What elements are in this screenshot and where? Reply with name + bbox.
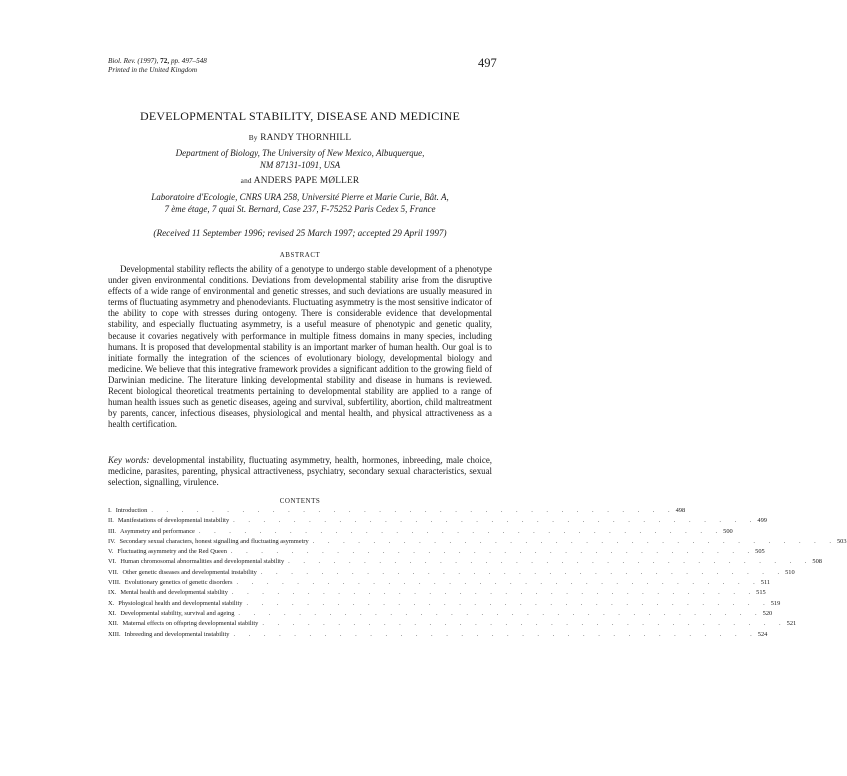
toc-entry[interactable] <box>108 609 773 620</box>
toc-entry-title: Fluctuating asymmetry and the Red Queen <box>117 548 227 556</box>
toc-entry-number: IV. <box>108 537 116 545</box>
affiliation-2 <box>108 192 492 215</box>
toc-entry-title: Manifestations of developmental instability <box>117 517 230 525</box>
toc-leader-dots: . . . . . . . . . . . . . . . . . . . . . . . . . . . . . . . . . . . <box>260 568 786 576</box>
toc-entry-number: X. <box>108 599 115 607</box>
toc-entry-title: Evolutionary genetics of genetic disorders <box>124 579 233 587</box>
keywords-text: developmental instability, fluctuating asymmetry, health, hormones, inbreeding, male choice, medicine, parasites, parenting, physical attractiveness, psychiatry, secondary sexual characteristics, sexual selection, signalling, virulence. <box>108 455 492 488</box>
toc-entry-number: III. <box>108 527 116 535</box>
toc-entry-number: V. <box>108 548 114 556</box>
affiliation-2-line-2: 7 ème étage, 7 quai St. Bernard, Case 237, F-75252 Paris Cedex 5, France <box>164 203 436 214</box>
journal-pages: pp. 497–548 <box>170 57 207 65</box>
toc-entry-number: IX. <box>108 589 117 597</box>
toc-entry-page: 524 <box>757 630 768 638</box>
toc-entry-title: Developmental stability, survival and ageing <box>120 609 235 617</box>
toc-entry-title: Physiological health and developmental stability <box>118 599 243 607</box>
toc-entry[interactable] <box>108 527 733 538</box>
toc-entry-number: VII. <box>108 568 119 576</box>
journal-volume: 72, <box>160 57 170 65</box>
toc-entry-title: Inbreeding and developmental instability <box>124 630 230 638</box>
toc-entry[interactable] <box>108 599 781 610</box>
affiliation-2-line-1: Laboratoire d'Ecologie, CNRS URA 258, Université Pierre et Marie Curie, Bât. A, <box>151 192 449 202</box>
toc-leader-dots: . . . . . . . . . . . . . . . . . . . . . . . . . . . . . . . . . . . <box>262 620 787 628</box>
toc-leader-dots: . . . . . . . . . . . . . . . . . . . . . . . . . . . . . . . . . . . <box>288 558 813 566</box>
toc-entry-number: VIII. <box>108 579 121 587</box>
toc-entry-page: 499 <box>757 517 767 525</box>
citation-line <box>108 57 207 66</box>
toc-entry-number: XI. <box>108 609 117 617</box>
abstract-text: Developmental stability reflects the ability of a genotype to undergo stable development of a phenotype under given environmental conditions. Deviations from developmental stability arise from the disruptive effects of a wide range of environmental and genetic stresses, and such deviations are usually measured in terms of fluctuating asymmetry and phenodeviants. Fluctuating asymmetry is the most sensitive indicator of the ability to cope with stresses during ontogeny. There is considerable evidence that developmental stability, and especially fluctuating asymmetry, is a useful measure of phenotypic and genetic quality, because it covaries negatively with performance in multiple fitness domains in many species, including humans. It is proposed that developmental stability is an important marker of human health. Our goal is to initiate formally the integration of the sciences of evolutionary biology, developmental biology and medicine. We believe that this integrative framework provides a significant addition to the growing field of Darwinian medicine. The literature linking developmental stability and disease in humans is reviewed. Recent biological theoretical treatments pertaining to developmental stability are applied to a range of human health issues such as genetic diseases, ageing and survival, subfertility, abortion, child maltreatment by parents, cancer, infectious diseases, physiological and mental health, and physical attractiveness as a health certification. <box>108 264 493 430</box>
journal-citation <box>108 57 207 75</box>
toc-entry-page: 520 <box>762 609 773 617</box>
toc-entry-page: 510 <box>785 568 795 576</box>
toc-entry[interactable] <box>108 548 765 558</box>
toc-leader-dots: . . . . . . . . . . . . . . . . . . . . . . . . . . . . . . . . . . . <box>230 548 756 556</box>
toc-leader-dots: . . . . . . . . . . . . . . . . . . . . . . . . . . . . . . . . . . . <box>198 527 724 535</box>
toc-entry-page: 515 <box>756 589 766 597</box>
toc-entry-page: 498 <box>675 507 686 514</box>
toc-entry[interactable] <box>108 579 771 589</box>
toc-entry-page: 519 <box>770 599 781 607</box>
toc-leader-dots: . . . . . . . . . . . . . . . . . . . . . . . . . . . . . . . . . . . <box>233 630 758 638</box>
received-dates: (Received 11 September 1996; revised 25 March 1997; accepted 29 April 1997) <box>153 228 447 238</box>
toc-leader-dots: . . . . . . . . . . . . . . . . . . . . . . . . . . . . . . . . . . . <box>231 589 757 597</box>
page-number: 497 <box>478 56 497 70</box>
toc-entry-number: II. <box>108 517 114 525</box>
toc-entry-page: 511 <box>760 579 771 587</box>
toc-entry-page: 508 <box>812 558 822 566</box>
toc-entry-number: XII. <box>108 620 119 628</box>
toc-entry-title: Mental health and developmental stability <box>120 589 228 597</box>
author-1 <box>108 133 492 143</box>
toc-entry-page: 521 <box>786 620 797 628</box>
toc-entry[interactable] <box>108 537 847 548</box>
toc-leader-dots: . . . . . . . . . . . . . . . . . . . . . . . . . . . . . . . . . . . <box>238 609 763 617</box>
journal-year: (1997), <box>137 57 159 65</box>
toc-entry[interactable] <box>108 630 768 641</box>
author-1-prefix: By <box>248 133 258 142</box>
toc-entry[interactable] <box>108 620 797 630</box>
author-2 <box>108 176 492 186</box>
abstract-heading: ABSTRACT <box>279 251 321 259</box>
printed-in: Printed in the United Kingdom <box>108 66 198 74</box>
toc-entry[interactable] <box>108 568 795 579</box>
keywords <box>108 455 492 488</box>
toc-entry-title: Maternal effects on offspring developmental stability <box>122 620 259 628</box>
author-2-prefix: and <box>240 176 252 185</box>
journal-name: Biol. Rev. <box>108 57 136 65</box>
affiliation-1-line-1: Department of Biology, The University of New Mexico, Albuquerque, <box>175 148 425 158</box>
toc-entry-number: I. <box>108 507 112 514</box>
contents-heading: CONTENTS <box>279 497 321 505</box>
toc-leader-dots: . . . . . . . . . . . . . . . . . . . . . . . . . . . . . . . . . . . <box>151 507 676 514</box>
keywords-label: Key words: <box>108 455 150 465</box>
toc-entry-title: Asymmetry and performance <box>119 527 195 535</box>
toc-leader-dots: . . . . . . . . . . . . . . . . . . . . . . . . . . . . . . . . . . . <box>312 537 837 545</box>
article-title: DEVELOPMENTAL STABILITY, DISEASE AND MEDICINE <box>139 109 461 123</box>
toc-entry-page: 505 <box>755 548 765 556</box>
toc-entry[interactable] <box>108 589 766 599</box>
toc-entry-title: Introduction <box>115 507 148 514</box>
author-1-name: RANDY THORNHILL <box>260 133 352 143</box>
toc-leader-dots: . . . . . . . . . . . . . . . . . . . . . . . . . . . . . . . . . . . <box>236 579 761 587</box>
toc-entry-title: Other genetic diseases and developmental instability <box>122 568 257 576</box>
affiliation-1 <box>108 148 492 171</box>
toc-entry-page: 500 <box>723 527 733 535</box>
author-2-name: ANDERS PAPE MØLLER <box>253 176 360 186</box>
toc-entry-page: 503 <box>836 537 847 545</box>
table-of-contents <box>108 507 847 641</box>
affiliation-1-line-2: NM 87131-1091, USA <box>259 159 341 170</box>
toc-leader-dots: . . . . . . . . . . . . . . . . . . . . . . . . . . . . . . . . . . . <box>246 599 771 607</box>
toc-leader-dots: . . . . . . . . . . . . . . . . . . . . . . . . . . . . . . . . . . . <box>233 517 758 525</box>
toc-entry-title: Secondary sexual characters, honest signalling and fluctuating asymmetry <box>119 537 309 545</box>
toc-entry[interactable] <box>108 517 767 527</box>
toc-entry[interactable] <box>108 507 686 517</box>
toc-entry-number: VI. <box>108 558 117 566</box>
toc-entry-title: Human chromosomal abnormalities and developmental stability <box>120 558 285 566</box>
toc-entry-number: XIII. <box>108 630 121 638</box>
toc-entry[interactable] <box>108 558 822 568</box>
